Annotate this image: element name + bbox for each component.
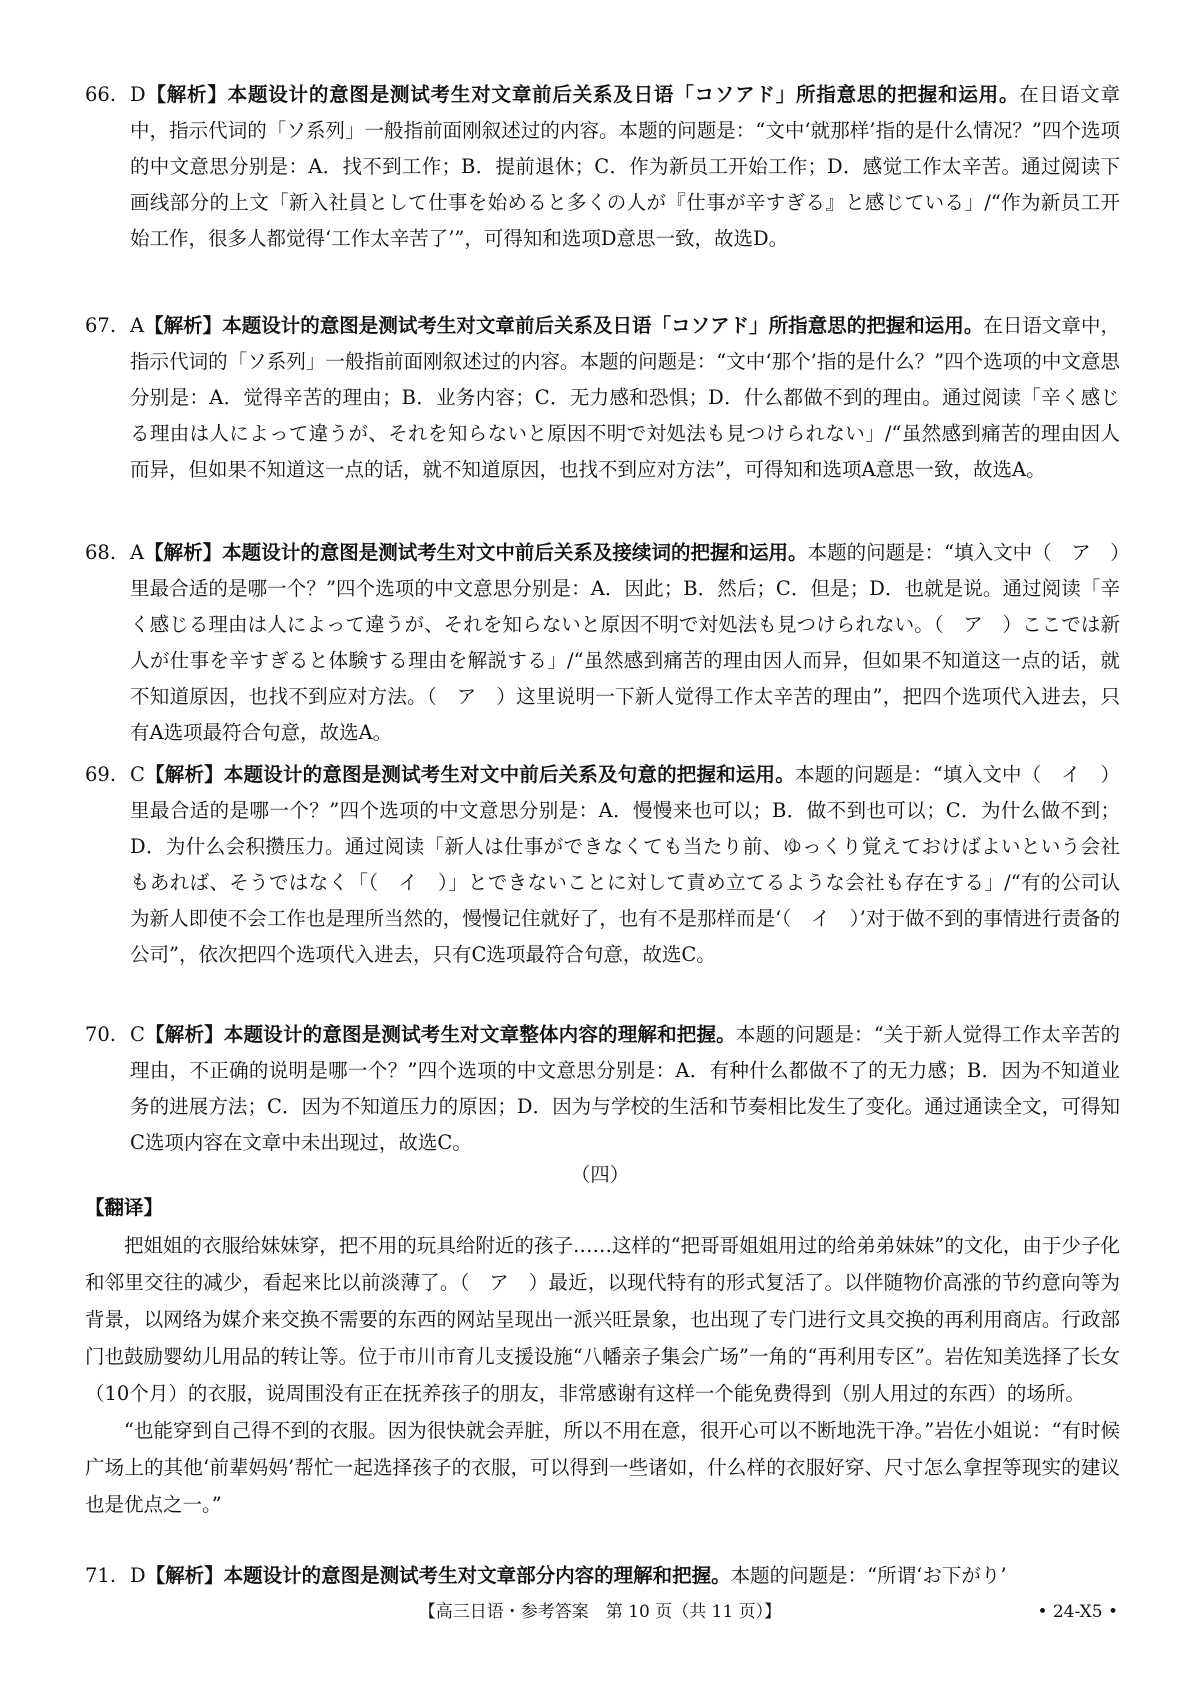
answer-letter: D: [130, 83, 146, 106]
answer-item-69: [85, 757, 1120, 973]
answer-item-70: [85, 1017, 1120, 1161]
answer-item-67: [85, 308, 1120, 488]
answer-item-66: [85, 77, 1120, 257]
analysis-intent: 本题设计的意图是测试考生对文章前后关系及日语「コソアド」所指意思的把握和运用。: [222, 314, 984, 337]
answer-letter: D: [130, 1564, 146, 1587]
analysis-body: 本题的问题是：“填入文中（ イ ）里最合适的是哪一个？”四个选项的中文意思分别是：A．慢慢来也可以；B．做不到也可以；C．为什么做不到；D．为什么会积攒压力。通过阅读「新人は仕事ができなくても当たり前、ゆっくり覚えておけばよいという会社もあれば、そうではなく「（ イ ）」とできないことに対して責め立てるような会社も存在する」/“有的公司认为新人即使不会工作也是理所当然的，慢慢记住就好了，也有不是那样而是‘（ イ ）’对于做不到的事情进行责备的公司”，依次把四个选项代入进去，只有C选项最符合句意，故选C。: [130, 763, 1120, 966]
item-number: 69.: [85, 763, 117, 786]
translation-label: 【翻译】: [85, 1196, 164, 1219]
answer-letter: C: [130, 763, 145, 786]
analysis-intent: 本题设计的意图是测试考生对文中前后关系及接续词的把握和运用。: [222, 541, 808, 564]
item-number: 71.: [85, 1564, 117, 1587]
answer-letter: A: [130, 314, 145, 337]
analysis-intent: 本题设计的意图是测试考生对文章前后关系及日语「コソアド」所指意思的把握和运用。: [227, 83, 1020, 106]
translation-paragraph: 把姐姐的衣服给妹妹穿，把不用的玩具给附近的孩子……这样的“把哥哥姐姐用过的给弟弟妹妹”的文化，由于少子化和邻里交往的减少，看起来比以前淡薄了。（ ア ）最近，以现代特有的形式复活了。以伴随物价高涨的节约意向等为背景，以网络为媒介来交换不需要的东西的网站呈现出一派兴旺景象，也出现了专门进行文具交换的再利用商店。行政部门也鼓励婴幼儿用品的转让等。位于市川市育儿支援设施“八幡亲子集会广场”一角的“再利用专区”。岩佐知美选择了长女（10个月）的衣服，说周围没有正在抚养孩子的朋友，非常感谢有这样一个能免费得到（别人用过的东西）的场所。: [85, 1234, 1120, 1405]
item-number: 66.: [85, 83, 117, 106]
analysis-intent: 本题设计的意图是测试考生对文章部分内容的理解和把握。: [223, 1564, 731, 1587]
item-number: 67.: [85, 314, 117, 337]
analysis-intent: 本题设计的意图是测试考生对文章整体内容的理解和把握。: [223, 1023, 736, 1046]
answer-letter: A: [130, 541, 145, 564]
exam-code: • 24-X5 •: [1037, 1602, 1118, 1622]
analysis-tag: 【解析】: [144, 314, 223, 337]
answer-item-71: [85, 1558, 1120, 1594]
analysis-body: 本题的问题是：“填入文中（ ア ）里最合适的是哪一个？”四个选项的中文意思分别是：A．因此；B．然后；C．但是；D．也就是说。通过阅读「辛く感じる理由は人によって違うが、それを知らないと原因不明で対処法も見つけられない。（ ア ）ここでは新人が仕事を辛すぎると体験する理由を解説する」/“虽然感到痛苦的理由因人而异，但如果不知道这一点的话，就不知道原因，也找不到应对方法。（ ア ）这里说明一下新人觉得工作太辛苦的理由”，把四个选项代入进去，只有A选项最符合句意，故选A。: [130, 541, 1120, 744]
answer-letter: C: [130, 1023, 145, 1046]
analysis-body: 在日语文章中，指示代词的「ソ系列」一般指前面刚叙述过的内容。本题的问题是：“文中‘那个’指的是什么？”四个选项的中文意思分别是：A．觉得辛苦的理由；B．业务内容；C．无力感和恐惧；D．什么都做不到的理由。通过阅读「辛く感じる理由は人によって違うが、それを知らないと原因不明で対処法も見つけられない」/“虽然感到痛苦的理由因人而异，但如果不知道这一点的话，就不知道原因，也找不到应对方法”，可得知和选项A意思一致，故选A。: [130, 314, 1120, 481]
analysis-body: 在日语文章中，指示代词的「ソ系列」一般指前面刚叙述过的内容。本题的问题是：“文中‘就那样’指的是什么情况？”四个选项的中文意思分别是：A．找不到工作；B．提前退休；C．作为新员工开始工作；D．感觉工作太辛苦。通过阅读下画线部分的上文「新入社員として仕事を始めると多くの人が『仕事が辛すぎる』と感じている」/“作为新员工开始工作，很多人都觉得‘工作太辛苦了’”，可得知和选项D意思一致，故选D。: [130, 83, 1120, 250]
analysis-tag: 【解析】: [144, 541, 223, 564]
analysis-body: 本题的问题是：“关于新人觉得工作太辛苦的理由，不正确的说明是哪一个？”四个选项的中文意思分别是：A．有种什么都做不了的无力感；B．因为不知道业务的进展方法；C．因为不知道压力的原因；D．因为与学校的生活和节奏相比发生了变化。通过通读全文，可得知C选项内容在文章中未出现过，故选C。: [130, 1023, 1120, 1154]
section-heading: （四）: [570, 1163, 630, 1186]
analysis-tag: 【解析】: [145, 1564, 224, 1587]
analysis-tag: 【解析】: [144, 763, 224, 786]
analysis-intent: 本题设计的意图是测试考生对文中前后关系及句意的把握和运用。: [223, 763, 795, 786]
analysis-tag: 【解析】: [145, 83, 228, 106]
analysis-tag: 【解析】: [144, 1023, 224, 1046]
item-number: 70.: [85, 1023, 117, 1046]
translation-paragraph: “也能穿到自己得不到的衣服。因为很快就会弄脏，所以不用在意，很开心可以不断地洗干净。”岩佐小姐说：“有时候广场上的其他‘前辈妈妈’帮忙一起选择孩子的衣服，可以得到一些诸如，什么样的衣服好穿、尺寸怎么拿捏等现实的建议也是优点之一。”: [85, 1419, 1120, 1516]
page-footer: 【高三日语・参考答案 第 10 页（共 11 页）】: [418, 1602, 782, 1622]
item-number: 68.: [85, 541, 117, 564]
analysis-body: 本题的问题是：“所谓‘お下がり’: [730, 1564, 1007, 1587]
translation-text: [85, 1227, 1120, 1523]
answer-item-68: [85, 535, 1120, 751]
